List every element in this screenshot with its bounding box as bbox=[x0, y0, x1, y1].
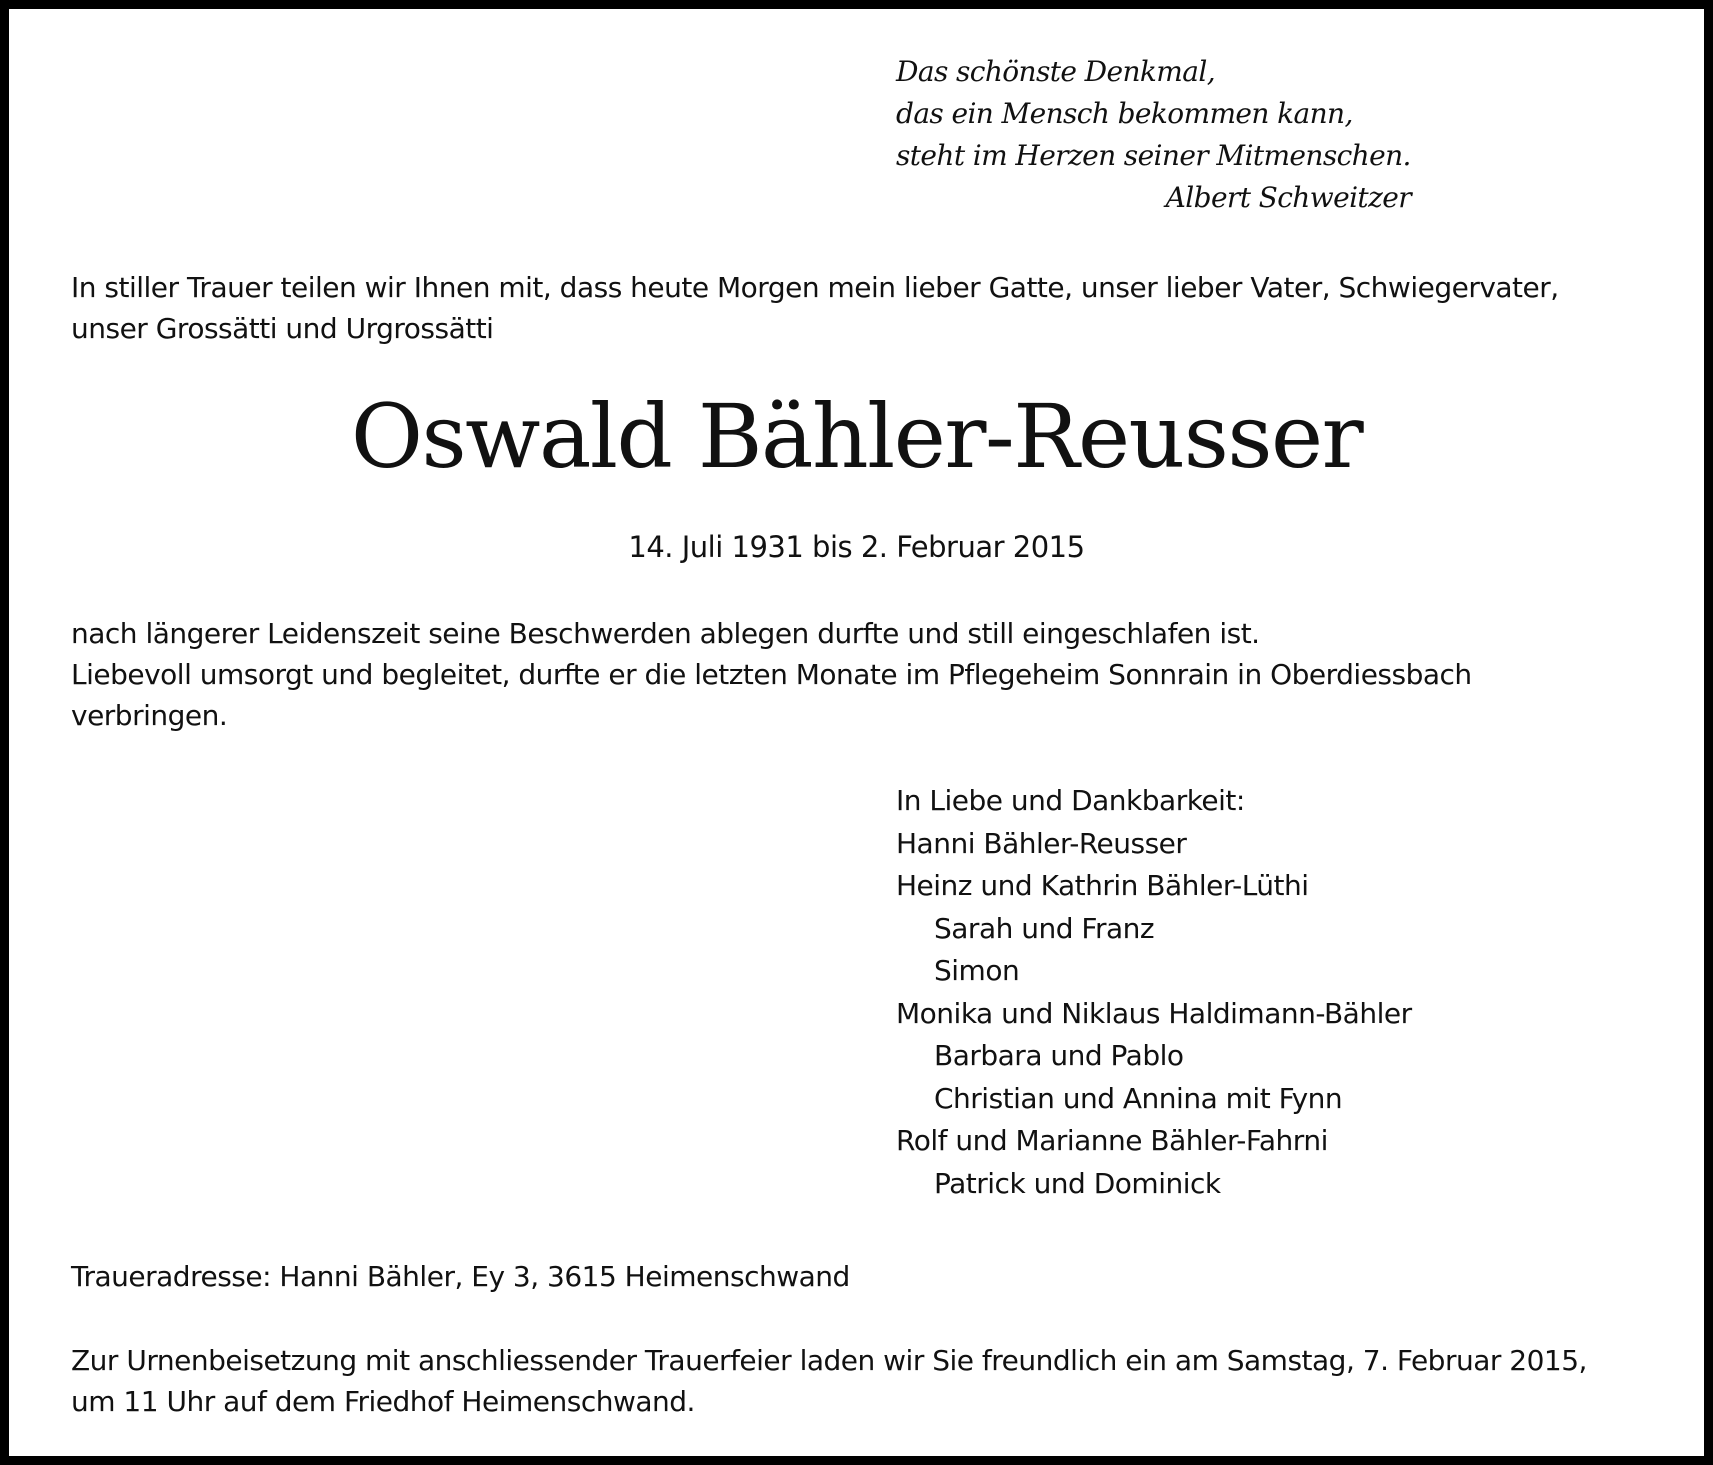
signature-entry: Monika und Niklaus Haldimann-Bähler bbox=[896, 996, 1412, 1030]
signature-entry-child: Sarah und Franz bbox=[934, 911, 1155, 945]
intro-paragraph bbox=[71, 267, 1661, 349]
signature-entry: Heinz und Kathrin Bähler-Lüthi bbox=[896, 869, 1309, 902]
signature-entry-child: Patrick und Dominick bbox=[934, 1166, 1221, 1200]
quote-author: Albert Schweitzer bbox=[1165, 181, 1411, 214]
body-line: nach längerer Leidenszeit seine Beschwerden ablegen durfte und still eingeschlafen ist. bbox=[71, 617, 1260, 650]
invitation-line: um 11 Uhr auf dem Friedhof Heimenschwand. bbox=[71, 1385, 695, 1418]
epigraph-quote bbox=[896, 51, 1411, 219]
signature-entry-child: Christian und Annina mit Fynn bbox=[934, 1081, 1343, 1115]
signatures-list bbox=[896, 780, 1412, 1205]
signatures-heading: In Liebe und Dankbarkeit: bbox=[896, 784, 1245, 817]
life-dates: 14. Juli 1931 bis 2. Februar 2015 bbox=[628, 530, 1085, 564]
invitation-line: Zur Urnenbeisetzung mit anschliessender Trauerfeier laden wir Sie freundlich ein am Samstag, 7. Februar 2015, bbox=[71, 1344, 1587, 1377]
signature-entry-child: Barbara und Pablo bbox=[934, 1039, 1184, 1072]
body-line: Liebevoll umsorgt und begleitet, durfte er die letzten Monate im Pflegeheim Sonnrain in Oberdiessbach bbox=[71, 658, 1472, 691]
quote-line: das ein Mensch bekommen kann, bbox=[896, 97, 1353, 130]
deceased-name: Oswald Bähler-Reusser bbox=[350, 385, 1363, 488]
intro-line: unser Grossätti und Urgrossätti bbox=[71, 312, 494, 345]
quote-line: steht im Herzen seiner Mitmenschen. bbox=[896, 139, 1411, 172]
signature-entry-child: Simon bbox=[934, 954, 1020, 987]
body-paragraph bbox=[71, 613, 1661, 736]
intro-line: In stiller Trauer teilen wir Ihnen mit, dass heute Morgen mein lieber Gatte, unser lieber Vater, Schwiegervater, bbox=[71, 271, 1559, 304]
signature-entry: Rolf und Marianne Bähler-Fahrni bbox=[896, 1124, 1328, 1157]
signature-entry: Hanni Bähler-Reusser bbox=[896, 826, 1187, 860]
body-line: verbringen. bbox=[71, 699, 228, 732]
mourning-address: Traueradresse: Hanni Bähler, Ey 3, 3615 Heimenschwand bbox=[71, 1260, 850, 1293]
funeral-invitation bbox=[71, 1340, 1661, 1422]
quote-line: Das schönste Denkmal, bbox=[896, 55, 1215, 88]
